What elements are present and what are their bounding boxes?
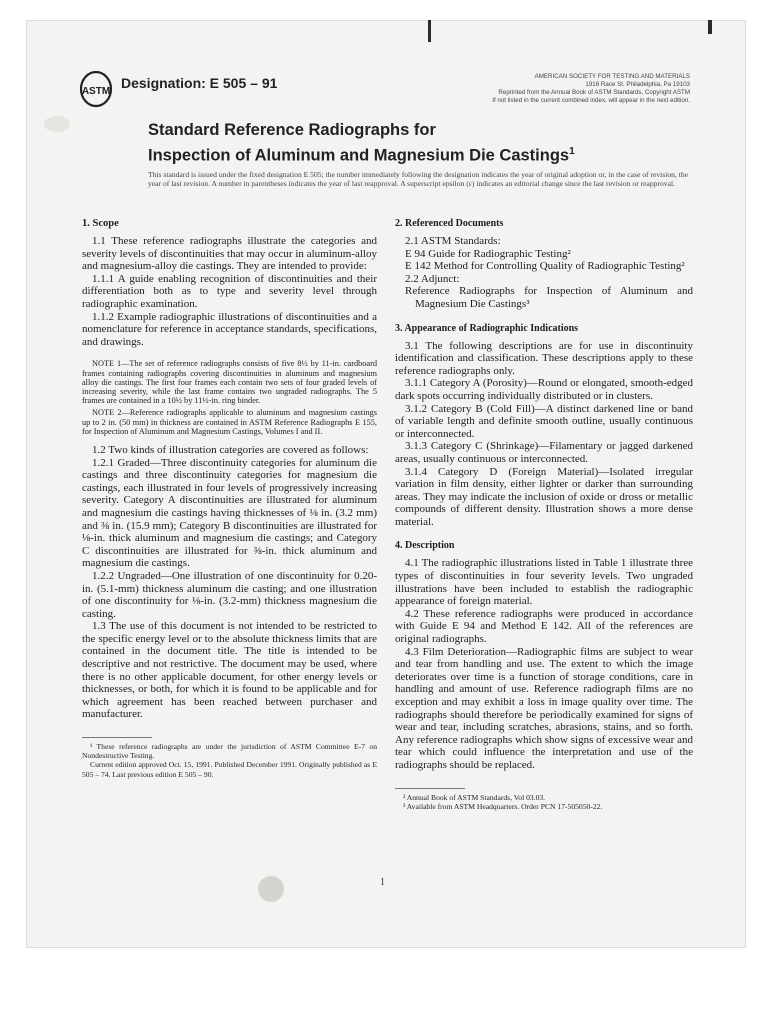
footnote-3: ³ Available from ASTM Headquarters. Order PCN 17-505050-22. xyxy=(403,801,603,811)
paragraph-1-1-2: 1.1.2 Example radiographic illustrations of discontinuities and a nomenclature for reference in acceptance standards, specifications, and drawings. xyxy=(82,310,377,348)
paragraph-3-1-4: 3.1.4 Category D (Foreign Material)—Isolated irregular variation in film density, either lighter or darker than surrounding areas. They may indicate the inclusion of oxide or dross or metallic compounds of different density. Illustration shows a more dense material. xyxy=(395,465,693,528)
astm-logo-icon xyxy=(79,70,113,108)
title-footnote-marker: 1 xyxy=(569,146,575,157)
ref-e142: E 142 Method for Controlling Quality of Radiographic Testing² xyxy=(405,260,685,273)
note-1: NOTE 1—The set of reference radiographs consists of five 8½ by 11-in. cardboard frames containing radiographs covering discontinuities in aluminum and magnesium alloy die castings. The first four frames each contain two sets of four graded levels of increasing severity, while the last frame contains two ungraded radiographs. The 5 frames are contained in a 10½ by 11½-in. ring binder. xyxy=(82,359,377,406)
paragraph-1-1-1: 1.1.1 A guide enabling recognition of discontinuities and their differentiation both as to type and severity level through radiographic examination. xyxy=(82,272,377,310)
paragraph-4-1: 4.1 The radiographic illustrations listed in Table 1 illustrate three types of discontinuities in four severity levels. Two ungraded illustrations have been included to establish the radiographic appearance of foreign material. xyxy=(395,557,693,608)
paragraph-3-1-2: 3.1.2 Category B (Cold Fill)—A distinct darkened line or band of variable length and definite smooth outline, usually continuous or interconnected. xyxy=(395,402,693,440)
paragraph-4-3: 4.3 Film Deterioration—Radiographic films are subject to wear and tear from handling and use. The extent to which the image deteriorates over time is a function of storage conditions, care in handling and amount of use. Reference radiograph films are no exception and may exhibit a loss in image quality over time. The radiographs should therefore be periodically examined for signs of wear and tear, including scratches, abrasions, stains, and so forth. Any reference radiographs which show signs of excessive wear and tear which could influence the interpretation and use of the radiographs should be replaced. xyxy=(395,645,693,771)
ref-2-1: 2.1 ASTM Standards: xyxy=(405,235,501,247)
page-number: 1 xyxy=(380,877,385,888)
left-column xyxy=(82,218,377,779)
footnote-rule xyxy=(82,737,152,738)
ref-e94: E 94 Guide for Radiographic Testing² xyxy=(405,247,571,260)
section-heading-scope: 1. Scope xyxy=(82,218,119,229)
paragraph-1-2-1: 1.2.1 Graded—Three discontinuity categories for aluminum die castings and three discontinuity categories for magnesium die castings, each illustrated in four levels of progressively increasing severity. Category A discontinuities are illustrated for aluminum and magnesium die castings having thicknesses of ⅛ in. (3.2 mm) and ⅜ in. (15.9 mm); Category B discontinuities are illustrated for ⅛-in. thick aluminum and magnesium die castings; and Category C discontinuities are illustrated for ⅜-in. thick aluminum and magnesium die castings. xyxy=(82,456,377,570)
document-title xyxy=(148,120,668,167)
paragraph-1-1: 1.1 These reference radiographs illustrate the categories and severity levels of discontinuities that may occur in aluminum-alloy and magnesium-alloy die castings. They are intended to provide: xyxy=(82,235,377,273)
section-heading-appearance: 3. Appearance of Radiographic Indications xyxy=(395,322,579,334)
paragraph-4-2: 4.2 These reference radiographs were produced in accordance with Guide E 94 and Method E 142. All of the references are original radiographs. xyxy=(395,607,693,646)
issuance-notice: This standard is issued under the fixed designation E 505; the number immediately following the designation indicates the year of original adoption or, in the case of revision, the year of last revision. A number in parentheses indicates the year of last reapproval. A superscript epsilon (ε) indicates an editorial change since the last revision or reapproval. xyxy=(148,170,688,189)
footnote-1: ¹ These reference radiographs are under the jurisdiction of ASTM Committee E-7 on Nondestructive Testing. xyxy=(82,742,377,761)
ref-2-2: 2.2 Adjunct: xyxy=(405,272,460,285)
section-heading-description: 4. Description xyxy=(395,540,455,552)
publisher-block xyxy=(390,73,690,105)
title-line-1: Standard Reference Radiographs for xyxy=(148,121,436,139)
footnote-rule xyxy=(395,788,465,789)
note-2: NOTE 2—Reference radiographs applicable to aluminum and magnesium castings up to 2 in. (50 mm) in thickness are contained in ASTM Reference Radiographs E 155, for Inspection of Aluminum and Magnesium Castings, Volumes I and II. xyxy=(82,408,377,436)
paragraph-1-2-2: 1.2.2 Ungraded—One illustration of one discontinuity for 0.20-in. (5.1-mm) thickness aluminum die casting; and one illustration of one discontinuity for ⅛-in. (3.2-mm) thickness magnesium die casting. xyxy=(82,569,377,620)
publisher-line: AMERICAN SOCIETY FOR TESTING AND MATERIALS xyxy=(534,73,690,80)
publisher-line: 1916 Race St. Philadelphia, Pa 19103 xyxy=(585,81,690,88)
paragraph-1-2: 1.2 Two kinds of illustration categories are covered as follows: xyxy=(92,443,369,456)
ref-adjunct: Reference Radiographs for Inspection of Aluminum and Magnesium Die Castings³ xyxy=(405,285,693,310)
section-heading-referenced-documents: 2. Referenced Documents xyxy=(395,218,504,229)
astm-logo-text: ASTM xyxy=(81,86,111,97)
publisher-line: If not listed in the current combined index, will appear in the next edition. xyxy=(492,97,690,104)
designation: Designation: E 505 – 91 xyxy=(121,75,278,91)
footnote-1-edition: Current edition approved Oct. 15, 1991. Published December 1991. Originally published as E 505 – 74. Last previous edition E 505 – 90. xyxy=(82,760,377,779)
right-column xyxy=(395,218,693,811)
paragraph-1-3: 1.3 The use of this document is not intended to be restricted to the specific energy level or to the absolute thickness limits that are contained in the document title. The title is intended to be descriptive and not restrictive. The document may be used, where there is no other applicable document, for other energy levels or thicknesses, or both, for which it is found to be applicable and for which agreement has been reached between purchaser and manufacturer. xyxy=(82,620,377,721)
title-line-2-text: Inspection of Aluminum and Magnesium Die Castings xyxy=(148,146,570,165)
footnote-2: ² Annual Book of ASTM Standards, Vol 03.03. xyxy=(403,792,546,802)
paragraph-3-1: 3.1 The following descriptions are for use in discontinuity identification and classification. These descriptions apply to these reference radiographs only. xyxy=(395,339,693,377)
paragraph-3-1-1: 3.1.1 Category A (Porosity)—Round or elongated, smooth-edged dark spots occurring individually distributed or in clusters. xyxy=(395,377,693,402)
title-line-2 xyxy=(148,141,668,167)
publisher-line: Reprinted from the Annual Book of ASTM Standards, Copyright ASTM xyxy=(498,89,690,96)
paragraph-3-1-3: 3.1.3 Category C (Shrinkage)—Filamentary or jagged darkened areas, usually continuous or interconnected. xyxy=(395,440,693,465)
